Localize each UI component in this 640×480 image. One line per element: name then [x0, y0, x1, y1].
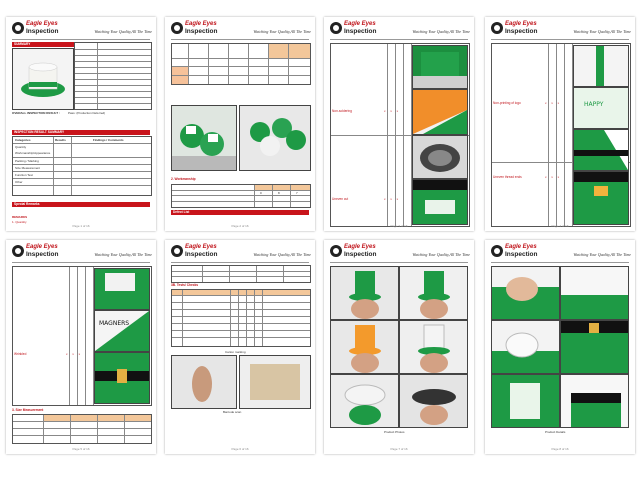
row-quantity: Quantity — [15, 145, 27, 149]
row-label-2: Uneven cut — [332, 197, 349, 201]
size-section: 3. Size Measurement — [12, 408, 44, 412]
brand-line1: Eagle Eyes — [505, 21, 537, 27]
eagle-logo-icon — [491, 245, 503, 257]
header-divider — [12, 39, 150, 40]
eagle-logo-icon — [330, 22, 342, 34]
brand-line2: Inspection — [26, 251, 59, 258]
eagle-logo-icon — [491, 22, 503, 34]
overall-result-value: Pass: (Production Deferred) — [68, 111, 106, 115]
brand-line2: Inspection — [185, 28, 218, 35]
defect-photo-5 — [573, 45, 629, 87]
brand-line2: Inspection — [505, 28, 538, 35]
hat-photo-6 — [399, 374, 468, 428]
measurement-table — [171, 265, 311, 283]
report-page-6 — [165, 240, 315, 454]
summary-label: SUMMARY — [12, 42, 74, 47]
defect-photo-8 — [573, 171, 629, 225]
brand-line1: Eagle Eyes — [185, 244, 217, 250]
brand-line2: Inspection — [344, 28, 377, 35]
tests-section: 3B. Tests/ Checks — [171, 283, 199, 287]
brand-line1: Eagle Eyes — [344, 21, 376, 27]
row-function: Function Test — [15, 173, 33, 177]
brand-line1: Eagle Eyes — [26, 21, 58, 27]
brand-slogan: Watching Your Quality,All The Time — [94, 252, 152, 257]
detail-photo-3 — [491, 320, 560, 374]
row-size: Size Measurement — [15, 166, 41, 170]
product-pile-photo — [239, 105, 311, 171]
row-marks: x x x — [66, 352, 83, 356]
page-header — [12, 244, 152, 262]
hat-photo-1 — [330, 266, 399, 320]
brand-line2: Inspection — [344, 251, 377, 258]
hat-photo-4 — [399, 320, 468, 374]
defect-list-label: Defect List — [171, 210, 309, 215]
defect-photo-4 — [412, 179, 468, 225]
defect-photo-7 — [573, 129, 629, 171]
photos-caption: Product Photos — [384, 430, 405, 434]
defect-photo-1 — [412, 45, 468, 89]
workmanship-section: 2. Workmanship — [171, 177, 196, 181]
tests-table — [171, 289, 311, 347]
row-other: Other — [15, 180, 23, 184]
brand-slogan: Watching Your Quality,All The Time — [253, 29, 311, 34]
count-1: 8 — [278, 191, 280, 195]
defect-photo-6 — [573, 87, 629, 129]
eagle-logo-icon — [12, 245, 24, 257]
defect-table — [171, 184, 311, 208]
count-2: 7 — [296, 191, 298, 195]
report-page-1 — [6, 17, 156, 231]
report-page-8 — [485, 240, 635, 454]
row-label-wrinkled: Wrinkled — [14, 352, 27, 356]
eagle-logo-icon — [330, 245, 342, 257]
detail-photo-5 — [491, 374, 560, 428]
report-page-5 — [6, 240, 156, 454]
report-page-2 — [165, 17, 315, 231]
brand-line2: Inspection — [26, 28, 59, 35]
page-header — [12, 21, 152, 39]
header-divider — [171, 262, 309, 263]
page-footer: Page 7 of 16 — [390, 447, 408, 451]
size-table — [12, 414, 152, 444]
findings-title: INSPECTION RESULT SUMMARY — [12, 130, 150, 135]
page-footer: Page 2 of 16 — [231, 224, 249, 228]
brand-line1: Eagle Eyes — [185, 21, 217, 27]
header-divider — [12, 262, 150, 263]
row-workmanship: Workmanship/Appearance — [15, 151, 51, 155]
page-footer: Page 6 of 16 — [231, 447, 249, 451]
header-divider — [330, 39, 468, 40]
svg-text:HAPPY: HAPPY — [584, 101, 604, 108]
quantity-section: 1. Quantity — [12, 220, 27, 224]
row-marks-2: x x x — [545, 175, 562, 179]
page-header — [330, 21, 470, 39]
eagle-logo-icon — [171, 245, 183, 257]
page-header — [491, 244, 631, 262]
row-marks-2: x x x — [384, 197, 401, 201]
info-table — [74, 42, 152, 110]
detail-photo-2 — [560, 266, 629, 320]
brand-line2: Inspection — [505, 251, 538, 258]
header-divider — [491, 262, 629, 263]
page-footer: Page 1 of 16 — [72, 224, 90, 228]
row-packing: Packing / Marking — [15, 159, 39, 163]
brand-line1: Eagle Eyes — [344, 244, 376, 250]
page-footer: Page 8 of 16 — [551, 447, 569, 451]
brand-slogan: Watching Your Quality,All The Time — [94, 29, 152, 34]
report-page-4 — [485, 17, 635, 231]
brand-slogan: Watching Your Quality,All The Time — [573, 252, 631, 257]
product-photo — [12, 48, 74, 110]
col-results: Results — [55, 138, 66, 142]
special-remarks-label: Special Remarks — [12, 202, 150, 207]
row-label-2: Uneven thread ends — [493, 175, 522, 179]
page-footer: Page 4 of 16 — [551, 224, 569, 228]
defect-photo-11 — [94, 352, 150, 404]
findings-table — [12, 136, 152, 196]
hat-photo-5 — [330, 374, 399, 428]
product-line-photo — [171, 105, 237, 171]
brand-line1: Eagle Eyes — [505, 244, 537, 250]
overall-result-label: OVERALL INSPECTION RESULT : — [12, 111, 60, 115]
eagle-logo-icon — [171, 22, 183, 34]
brand-slogan: Watching Your Quality,All The Time — [412, 252, 470, 257]
eagle-logo-icon — [12, 22, 24, 34]
col-findings: Findings / Comments — [93, 138, 124, 142]
page-header — [491, 21, 631, 39]
remarks-label: REMARKS — [12, 215, 28, 219]
brand-slogan: Watching Your Quality,All The Time — [412, 29, 470, 34]
page-header — [171, 21, 311, 39]
detail-photo-4 — [560, 320, 629, 374]
details-caption: Product Details — [545, 430, 566, 434]
photo-caption-2: Barcode scan — [223, 410, 242, 414]
header-divider — [330, 262, 468, 263]
test-photo-2 — [239, 355, 311, 409]
report-page-3 — [324, 17, 474, 231]
defect-photo-3 — [412, 135, 468, 179]
hat-photo-2 — [399, 266, 468, 320]
page-footer: Page 5 of 16 — [72, 447, 90, 451]
defect-photo-10 — [94, 310, 150, 352]
row-label-1: Non-soldering — [332, 109, 352, 113]
brand-slogan: Watching Your Quality,All The Time — [253, 252, 311, 257]
test-photo-1 — [171, 355, 237, 409]
count-0: 0 — [260, 191, 262, 195]
page-header — [171, 244, 311, 262]
svg-text:MAGNERS: MAGNERS — [99, 320, 130, 327]
brand-line1: Eagle Eyes — [26, 244, 58, 250]
quantity-table — [171, 43, 311, 85]
brand-line2: Inspection — [185, 251, 218, 258]
report-page-7 — [324, 240, 474, 454]
defect-photo-9 — [94, 268, 150, 310]
detail-photo-6 — [560, 374, 629, 428]
hat-photo-3 — [330, 320, 399, 374]
defect-photo-2 — [412, 89, 468, 135]
brand-slogan: Watching Your Quality,All The Time — [573, 29, 631, 34]
header-divider — [491, 39, 629, 40]
header-divider — [171, 39, 309, 40]
page-header — [330, 244, 470, 262]
page-footer: Page 3 of 16 — [390, 224, 408, 228]
row-marks-1: x x x — [545, 101, 562, 105]
detail-photo-1 — [491, 266, 560, 320]
col-categories: Categories — [15, 138, 31, 142]
photo-caption-1: Carton marking — [225, 350, 246, 354]
row-marks-1: x x x — [384, 109, 401, 113]
row-label-1: Non-printing of logo — [493, 101, 521, 105]
